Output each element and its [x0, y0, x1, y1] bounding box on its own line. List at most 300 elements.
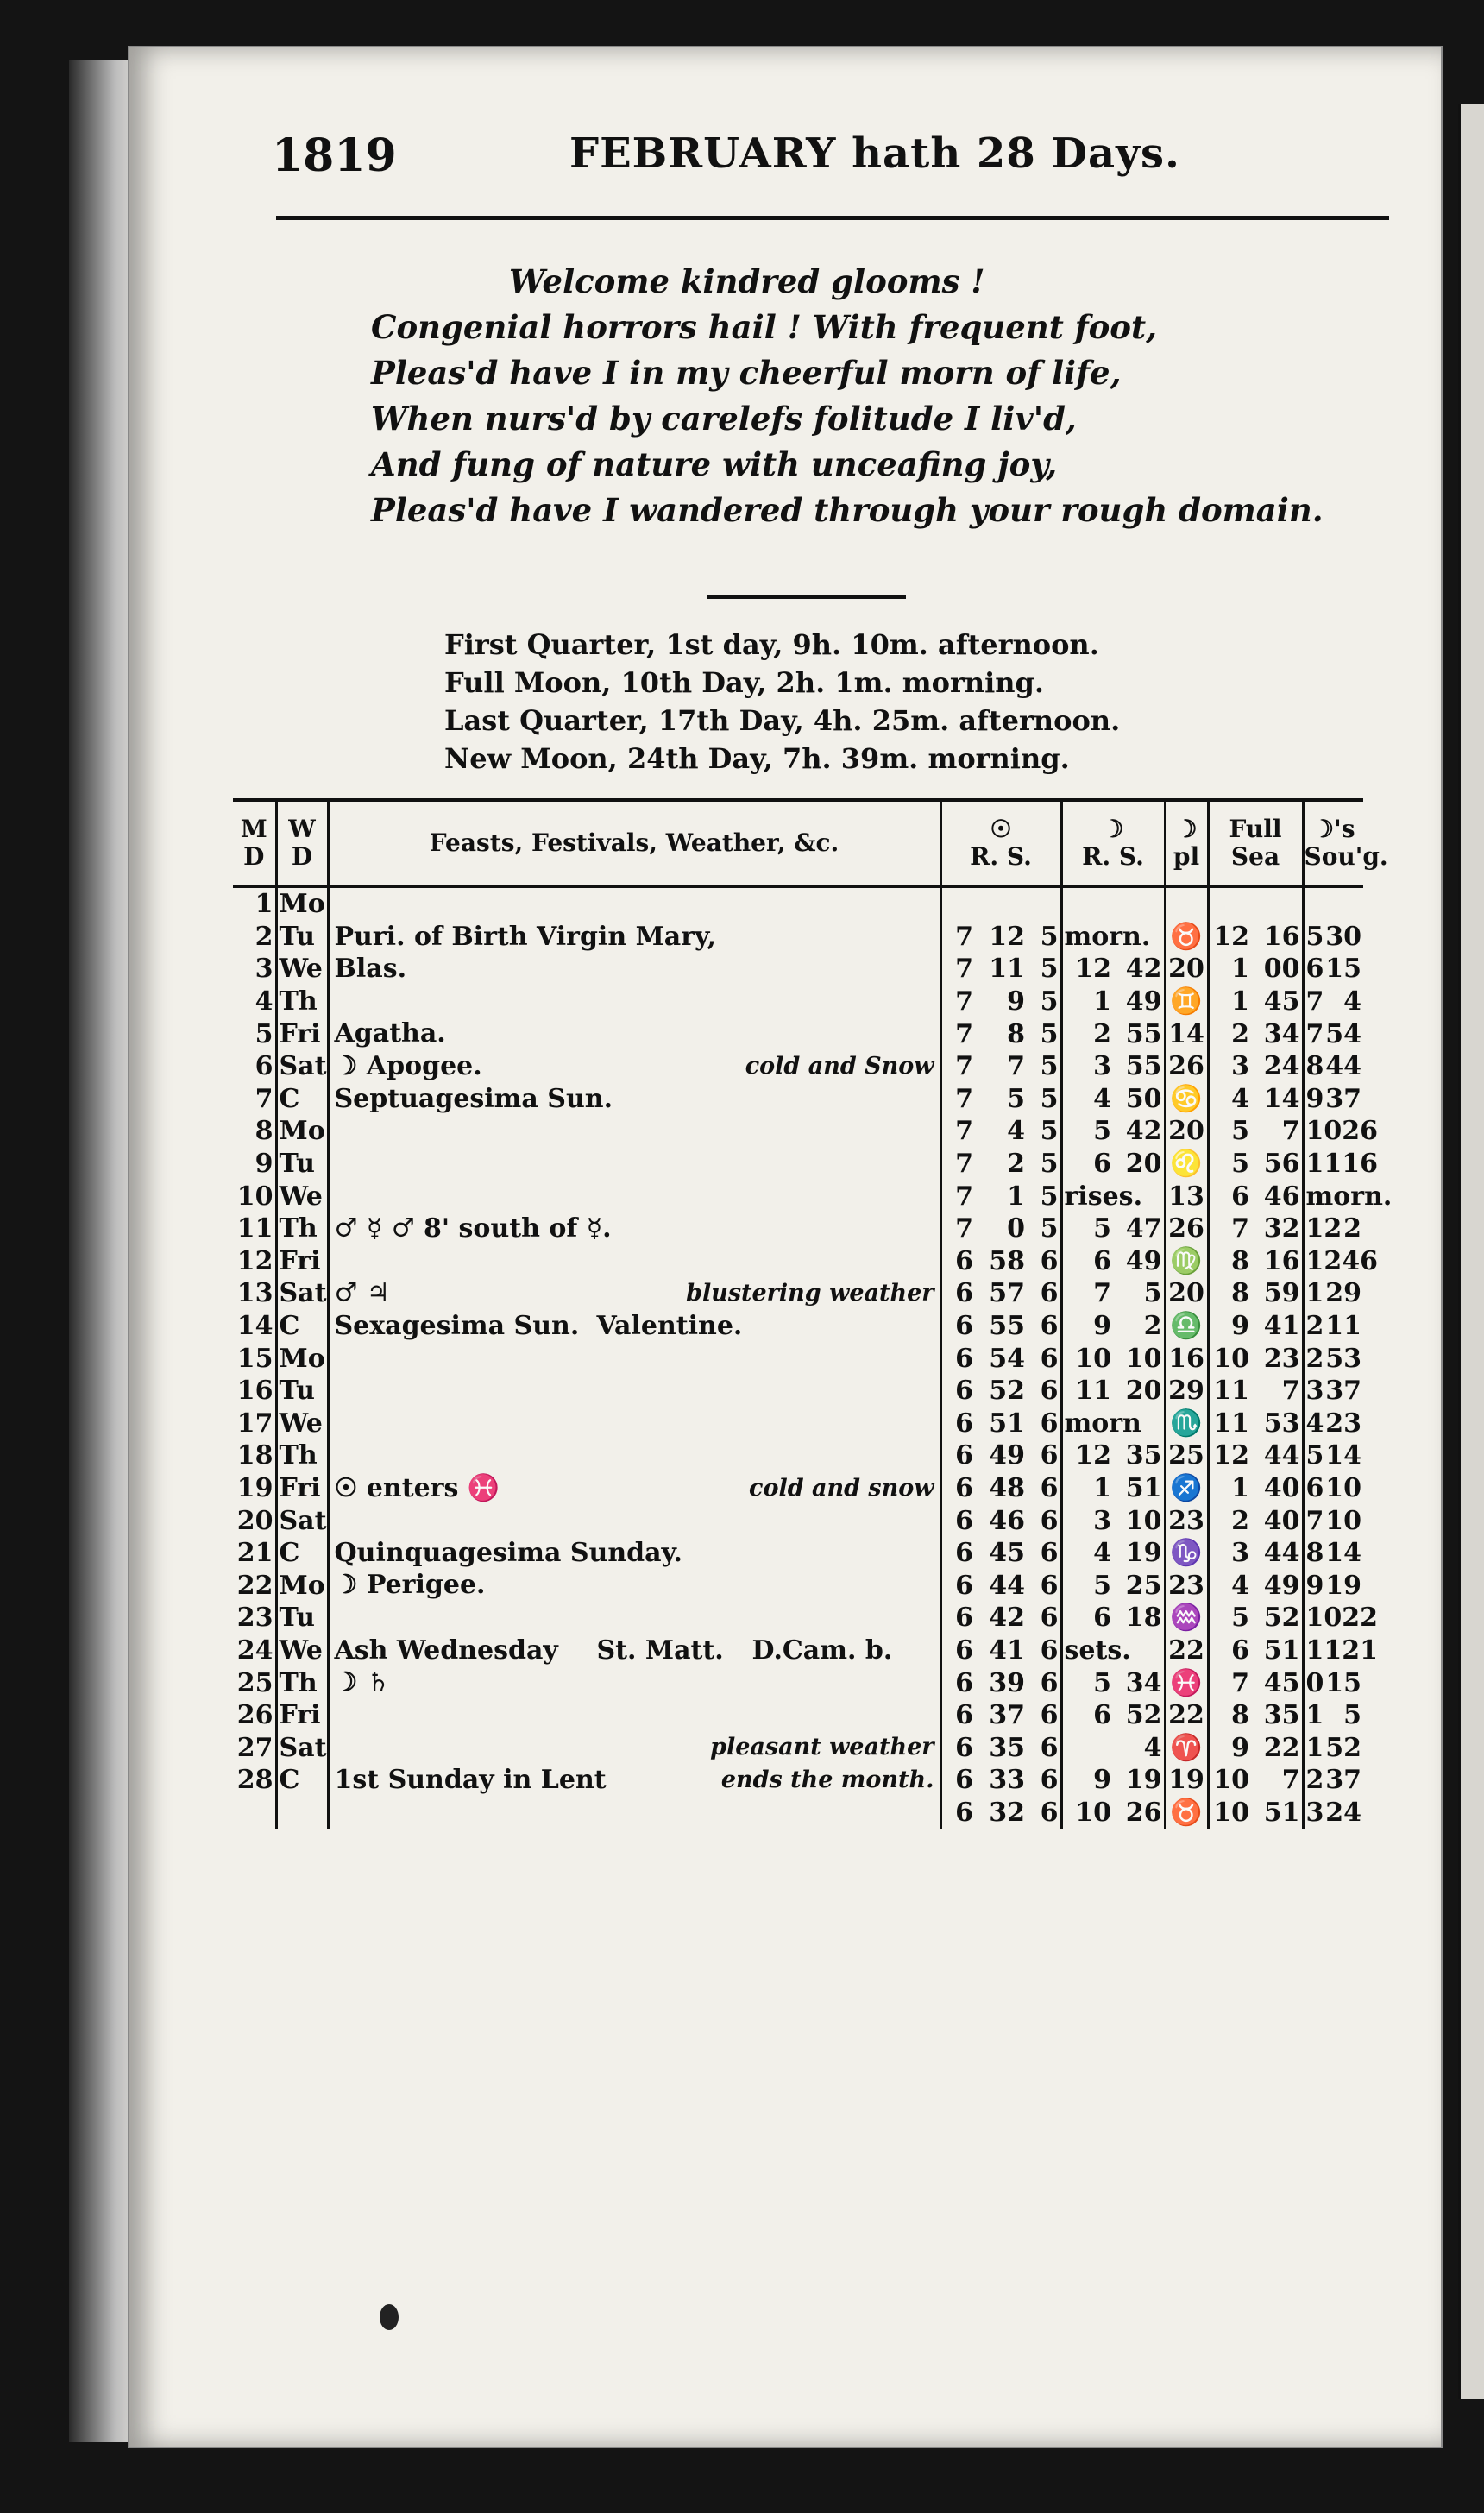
moon-place: 16 — [1165, 1342, 1208, 1375]
moon-southing — [1303, 1699, 1363, 1732]
day-of-week: Sat — [276, 1731, 328, 1764]
sun-set-hour: 5 — [1027, 1115, 1061, 1148]
moon-rs-hour: 6 — [1093, 1245, 1111, 1276]
sun-set-hour: 5 — [1027, 1212, 1061, 1245]
full-sea-min: 16 — [1251, 1245, 1303, 1278]
feast-cell — [328, 1083, 940, 1116]
sun-rise-hour: 7 — [955, 1051, 973, 1082]
day-of-month: 12 — [233, 1245, 276, 1278]
header-moon-pl: ☽ pl — [1165, 800, 1208, 886]
moon-rs-min: 47 — [1113, 1212, 1165, 1245]
weather-note: blustering weather — [686, 1280, 934, 1307]
sun-rise-hour: 6 — [955, 1570, 973, 1601]
full-sea-hour: 6 — [1231, 1181, 1249, 1212]
moon-southing — [1303, 1212, 1363, 1245]
full-sea-hour: 3 — [1231, 1051, 1249, 1082]
day-of-week: Mo — [276, 1342, 328, 1375]
sun-set-hour: 6 — [1027, 1472, 1061, 1505]
day-of-week: We — [276, 953, 328, 986]
full-sea-hour: 12 — [1213, 1440, 1249, 1471]
sun-rise-hour: 6 — [955, 1765, 973, 1796]
sun-rise-min: 8 — [1007, 1018, 1025, 1049]
full-sea-min: 52 — [1251, 1602, 1303, 1634]
feast-cell — [328, 1017, 940, 1050]
moon-rs-hour: morn. — [1064, 921, 1151, 952]
southing-min: 19 — [1325, 1570, 1362, 1601]
moon-southing — [1303, 1731, 1363, 1764]
full-sea-hour: 5 — [1231, 1149, 1249, 1180]
table-row — [233, 1569, 1363, 1602]
day-of-month: 2 — [233, 921, 276, 954]
moon-rs-hour: 10 — [1075, 1797, 1111, 1828]
moon-place: 23 — [1165, 1504, 1208, 1537]
southing-hour: 1 — [1305, 1732, 1324, 1763]
sun-set-hour: 5 — [1027, 986, 1061, 1018]
feast-text: Ash Wednesday — [334, 1634, 558, 1666]
header-full-sea: Full Sea — [1208, 800, 1303, 886]
moon-southing — [1303, 1666, 1363, 1699]
day-of-week: Tu — [276, 1148, 328, 1181]
day-of-week: Fri — [276, 1472, 328, 1505]
feast-text: ☽ ♄ — [334, 1667, 390, 1698]
feast-text: ♂ ♃ — [334, 1278, 390, 1309]
feast-secondary: Valentine. — [596, 1310, 743, 1341]
full-sea-min: 7 — [1251, 1115, 1303, 1148]
southing-min: 15 — [1325, 954, 1362, 985]
sun-rise-min: 0 — [1007, 1213, 1025, 1244]
feast-cell — [328, 1180, 940, 1212]
feast-cell — [328, 953, 940, 986]
full-sea-min: 59 — [1251, 1277, 1303, 1310]
southing-hour: 6 — [1305, 954, 1324, 985]
day-of-week: Tu — [276, 1375, 328, 1408]
sun-set-hour: 6 — [1027, 1666, 1061, 1699]
feast-cell — [328, 1310, 940, 1343]
full-sea-hour: 4 — [1231, 1083, 1249, 1114]
table-row — [233, 886, 1363, 921]
full-sea-min: 45 — [1251, 1666, 1303, 1699]
moon-southing — [1303, 1797, 1363, 1830]
moon-southing — [1303, 1764, 1363, 1797]
moon-rs-hour: 10 — [1075, 1343, 1111, 1374]
feast-text: ☽ Perigee. — [334, 1570, 486, 1601]
moon-phases — [444, 626, 1307, 778]
sun-rise-min: 54 — [989, 1343, 1025, 1374]
moon-rs-hour: 2 — [1093, 1018, 1111, 1049]
southing-hour: 10 — [1305, 1116, 1343, 1147]
sun-rise-min: 49 — [989, 1440, 1025, 1471]
feast-text: 1st Sunday in Lent — [334, 1765, 607, 1796]
southing-min: 11 — [1325, 1311, 1362, 1342]
day-of-month: 5 — [233, 1017, 276, 1050]
southing-hour: 2 — [1305, 1765, 1324, 1796]
day-of-week: Fri — [276, 1017, 328, 1050]
moon-rs-hour: 6 — [1093, 1149, 1111, 1180]
sun-rise-hour: 6 — [955, 1505, 973, 1536]
sun-set-hour: 6 — [1027, 1439, 1061, 1472]
sun-set-hour: 6 — [1027, 1602, 1061, 1634]
moon-rs-hour: 5 — [1093, 1667, 1111, 1698]
southing-min: 22 — [1342, 1603, 1379, 1634]
moon-rs-hour — [1061, 886, 1113, 921]
day-of-week: Sat — [276, 1277, 328, 1310]
moon-rs-hour: 6 — [1093, 1603, 1111, 1634]
table-row — [233, 1310, 1363, 1343]
moon-rs-min: 19 — [1113, 1764, 1165, 1797]
full-sea-min: 40 — [1251, 1504, 1303, 1537]
day-of-week: We — [276, 1180, 328, 1212]
southing-min: 2 — [1343, 1213, 1362, 1244]
sun-rise-min: 12 — [989, 921, 1025, 952]
moon-rs-hour: 11 — [1075, 1376, 1111, 1407]
sun-icon: ☉ — [990, 815, 1012, 843]
moon-place: 19 — [1165, 1764, 1208, 1797]
full-sea-min: 7 — [1251, 1764, 1303, 1797]
sun-rise-hour: 6 — [955, 1440, 973, 1471]
header-sun-s: S. — [1006, 842, 1032, 871]
header-md: M D — [233, 800, 276, 886]
sun-rise-hour: 7 — [955, 1213, 973, 1244]
feast-cell — [328, 986, 940, 1018]
moon-southing — [1303, 1277, 1363, 1310]
southing-min: 53 — [1325, 1343, 1362, 1374]
day-of-month: 3 — [233, 953, 276, 986]
moon-place: 26 — [1165, 1050, 1208, 1083]
sun-rise-hour: 6 — [955, 1667, 973, 1698]
moon-southing — [1303, 1439, 1363, 1472]
moon-rs-min: 42 — [1113, 1115, 1165, 1148]
sun-set-hour: 6 — [1027, 1342, 1061, 1375]
poem-line: Pleas'd have I in my cheerful morn of life, — [371, 354, 1122, 392]
moon-rs-hour: 6 — [1093, 1700, 1111, 1731]
feast-cell — [328, 1439, 940, 1472]
full-sea-hour: 10 — [1213, 1343, 1249, 1374]
full-sea-min: 23 — [1251, 1342, 1303, 1375]
table-row — [233, 1342, 1363, 1375]
feast-cell — [328, 1602, 940, 1634]
southing-hour: 12 — [1305, 1245, 1343, 1276]
moon-rs-hour: 9 — [1093, 1311, 1111, 1342]
sun-rise-hour: 7 — [955, 921, 973, 952]
feast-text: ♂ ☿ ♂ 8' south of ☿. — [334, 1212, 612, 1244]
full-sea-min: 00 — [1251, 953, 1303, 986]
full-sea-hour: 2 — [1231, 1018, 1249, 1049]
southing-min: 10 — [1325, 1505, 1362, 1536]
day-of-month: 16 — [233, 1375, 276, 1408]
full-sea-min: 16 — [1251, 921, 1303, 954]
moon-rs-min: 42 — [1113, 953, 1165, 986]
day-of-month: 23 — [233, 1602, 276, 1634]
sun-rise-min: 7 — [1007, 1051, 1025, 1082]
sun-rise-min: 51 — [989, 1408, 1025, 1439]
southing-min: 15 — [1325, 1667, 1362, 1698]
header-feasts: Feasts, Festivals, Weather, &c. — [328, 800, 940, 886]
full-sea-min: 24 — [1251, 1050, 1303, 1083]
poem — [371, 259, 1324, 533]
moon-place: ♐ — [1165, 1472, 1208, 1505]
moon-southing — [1303, 1569, 1363, 1602]
moon-place: 13 — [1165, 1180, 1208, 1212]
day-of-month: 28 — [233, 1764, 276, 1797]
day-of-month: 21 — [233, 1537, 276, 1570]
full-sea-hour: 4 — [1231, 1570, 1249, 1601]
southing-min: 16 — [1342, 1149, 1379, 1180]
feast-cell — [328, 1537, 940, 1570]
southing-hour: 8 — [1305, 1051, 1324, 1082]
day-of-week: C — [276, 1310, 328, 1343]
table-row — [233, 1504, 1363, 1537]
full-sea-hour: 8 — [1231, 1245, 1249, 1276]
day-of-month: 20 — [233, 1504, 276, 1537]
day-of-month: 4 — [233, 986, 276, 1018]
header-sun — [940, 800, 1061, 886]
day-of-month: 25 — [233, 1666, 276, 1699]
sun-rise-min: 52 — [989, 1376, 1025, 1407]
full-sea-hour: 1 — [1231, 1472, 1249, 1503]
full-sea-min: 22 — [1251, 1731, 1303, 1764]
feast-cell — [328, 1634, 940, 1667]
table-row — [233, 1764, 1363, 1797]
full-sea-min: 51 — [1251, 1634, 1303, 1667]
southing-min: 14 — [1325, 1538, 1362, 1569]
feast-cell — [328, 1212, 940, 1245]
day-of-month: 8 — [233, 1115, 276, 1148]
southing-hour: 4 — [1305, 1408, 1324, 1439]
full-sea-hour — [1208, 886, 1251, 921]
moon-rs-hour: 9 — [1093, 1765, 1111, 1796]
table-row — [233, 1375, 1363, 1408]
moon-rs-min: 20 — [1113, 1375, 1165, 1408]
full-sea-hour: 8 — [1231, 1700, 1249, 1731]
moon-place: 20 — [1165, 1277, 1208, 1310]
sun-rise-hour: 6 — [955, 1700, 973, 1731]
sun-rise-hour: 6 — [955, 1472, 973, 1503]
moon-southing — [1303, 1375, 1363, 1408]
sun-rise-min: 33 — [989, 1765, 1025, 1796]
full-sea-hour: 1 — [1231, 986, 1249, 1017]
sun-rise-min: 58 — [989, 1245, 1025, 1276]
page-title: FEBRUARY hath 28 Days. — [569, 129, 1180, 178]
southing-min: 23 — [1325, 1408, 1362, 1439]
table-row — [233, 1634, 1363, 1667]
southing-min: 46 — [1342, 1245, 1379, 1276]
sun-set-hour: 6 — [1027, 1634, 1061, 1667]
moon-southing — [1303, 1342, 1363, 1375]
moon-place: ♌ — [1165, 1148, 1208, 1181]
moon-rs-min — [1113, 886, 1165, 921]
table-row — [233, 1602, 1363, 1634]
full-sea-min: 49 — [1251, 1569, 1303, 1602]
table-header-row — [233, 800, 1363, 886]
feast-cell — [328, 1472, 940, 1505]
table-row — [233, 986, 1363, 1018]
feast-text: Septuagesima Sun. — [334, 1083, 613, 1114]
moon-rs-min: 34 — [1113, 1666, 1165, 1699]
moon-place: 29 — [1165, 1375, 1208, 1408]
day-of-week: We — [276, 1408, 328, 1440]
full-sea-hour: 8 — [1231, 1278, 1249, 1309]
full-sea-hour: 5 — [1231, 1603, 1249, 1634]
feast-cell — [328, 1504, 940, 1537]
phase-line: First Quarter, 1st day, 9h. 10m. afternoon. — [444, 628, 1099, 661]
feast-text: Blas. — [334, 954, 407, 985]
moon-rs-hour: rises. — [1064, 1181, 1143, 1212]
weather-note: ends the month. — [720, 1767, 934, 1794]
sun-rise-min: 41 — [989, 1634, 1025, 1666]
feast-text: ☽ Apogee. — [334, 1050, 482, 1081]
sun-set-hour: 6 — [1027, 1569, 1061, 1602]
sun-rise-hour: 7 — [955, 954, 973, 985]
day-of-month: 27 — [233, 1731, 276, 1764]
moon-southing — [1303, 1504, 1363, 1537]
full-sea-hour: 3 — [1231, 1538, 1249, 1569]
day-of-week: C — [276, 1083, 328, 1116]
feast-cell — [328, 1797, 940, 1830]
poem-line: Welcome kindred glooms ! — [509, 262, 985, 300]
full-sea-hour: 10 — [1213, 1765, 1249, 1796]
poem-line: And fung of nature with unceafing joy, — [371, 445, 1058, 483]
southing-min: 26 — [1342, 1116, 1379, 1147]
southing-hour: 10 — [1305, 1603, 1343, 1634]
table-row — [233, 1148, 1363, 1181]
sun-rise-hour: 6 — [955, 1311, 973, 1342]
full-sea-min: 51 — [1251, 1797, 1303, 1830]
full-sea-hour: 11 — [1213, 1408, 1249, 1439]
southing-min: 5 — [1343, 1700, 1362, 1731]
southing-hour: 11 — [1305, 1634, 1343, 1666]
full-sea-hour: 9 — [1231, 1311, 1249, 1342]
moon-rs-hour: 1 — [1093, 986, 1111, 1017]
moon-place: ♉ — [1165, 1797, 1208, 1830]
sun-set-hour: 6 — [1027, 1310, 1061, 1343]
moon-place: ♋ — [1165, 1083, 1208, 1116]
sun-set-hour: 6 — [1027, 1797, 1061, 1830]
table-row — [233, 1537, 1363, 1570]
moon-place: ♈ — [1165, 1731, 1208, 1764]
poem-line: When nurs'd by carelefs folitude I liv'd, — [371, 400, 1077, 438]
day-of-month — [233, 1797, 276, 1830]
full-sea-hour: 10 — [1213, 1797, 1249, 1828]
table-row — [233, 1212, 1363, 1245]
feast-text: ☉ enters ♓ — [334, 1472, 500, 1503]
southing-min: 44 — [1325, 1051, 1362, 1082]
header-moon — [1061, 800, 1165, 886]
day-of-month: 26 — [233, 1699, 276, 1732]
feast-cell — [328, 1050, 940, 1083]
moon-southing — [1303, 886, 1363, 921]
moon-rs-min: 19 — [1113, 1537, 1165, 1570]
phase-line: Last Quarter, 17th Day, 4h. 25m. afternoon. — [444, 704, 1121, 737]
sun-rise-hour: 6 — [955, 1732, 973, 1763]
full-sea-min: 32 — [1251, 1212, 1303, 1245]
table-row — [233, 1017, 1363, 1050]
full-sea-min: 14 — [1251, 1083, 1303, 1116]
day-of-week — [276, 1797, 328, 1830]
full-sea-hour: 7 — [1231, 1667, 1249, 1698]
full-sea-min: 44 — [1251, 1537, 1303, 1570]
full-sea-min: 7 — [1251, 1375, 1303, 1408]
feast-text: Agatha. — [334, 1018, 446, 1049]
sun-rise-min: 1 — [1007, 1181, 1025, 1212]
poem-divider — [707, 595, 906, 599]
header-wd: W D — [276, 800, 328, 886]
feast-cell — [328, 1148, 940, 1181]
feast-cell — [328, 921, 940, 954]
header-sun-r: R. — [970, 842, 999, 871]
full-sea-hour: 1 — [1231, 954, 1249, 985]
table-row — [233, 1699, 1363, 1732]
full-sea-min: 44 — [1251, 1439, 1303, 1472]
moon-place: ♒ — [1165, 1602, 1208, 1634]
phase-line: New Moon, 24th Day, 7h. 39m. morning. — [444, 742, 1070, 775]
header-moon-rs: R. S. — [1082, 842, 1144, 871]
moon-rs-min: 10 — [1113, 1504, 1165, 1537]
sun-rise-hour: 6 — [955, 1603, 973, 1634]
moon-rs-hour: 5 — [1093, 1213, 1111, 1244]
southing-min: 21 — [1342, 1634, 1379, 1666]
moon-rs-min: 2 — [1113, 1310, 1165, 1343]
day-of-month: 1 — [233, 886, 276, 921]
day-of-month: 13 — [233, 1277, 276, 1310]
sun-rise-min: 39 — [989, 1667, 1025, 1698]
sun-rise-hour: 7 — [955, 1116, 973, 1147]
full-sea-min: 40 — [1251, 1472, 1303, 1505]
moon-rs-hour: morn — [1064, 1408, 1141, 1439]
day-of-week: C — [276, 1764, 328, 1797]
day-of-month: 7 — [233, 1083, 276, 1116]
sun-set-hour: 6 — [1027, 1764, 1061, 1797]
feast-cell — [328, 1245, 940, 1278]
sun-rise-min: 9 — [1007, 986, 1025, 1017]
moon-icon: ☽ — [1102, 815, 1124, 843]
day-of-month: 14 — [233, 1310, 276, 1343]
day-of-week: Th — [276, 986, 328, 1018]
moon-place — [1165, 886, 1208, 921]
feast-cell — [328, 1764, 940, 1797]
southing-hour: 9 — [1305, 1570, 1324, 1601]
sun-rise-hour: 6 — [955, 1538, 973, 1569]
moon-southing — [1303, 986, 1363, 1018]
almanac-table — [233, 798, 1393, 1829]
southing-hour: 7 — [1305, 1505, 1324, 1536]
weather-note: cold and Snow — [745, 1052, 934, 1080]
sun-rise-min: 2 — [1007, 1149, 1025, 1180]
southing-min: 52 — [1325, 1732, 1362, 1763]
moon-southing — [1303, 1537, 1363, 1570]
moon-rs-min: 51 — [1113, 1472, 1165, 1505]
moon-place: 20 — [1165, 1115, 1208, 1148]
moon-rs-hour: 5 — [1093, 1570, 1111, 1601]
moon-rs-hour: 7 — [1093, 1278, 1111, 1309]
full-sea-hour: 12 — [1213, 921, 1249, 952]
day-of-month: 24 — [233, 1634, 276, 1667]
southing-hour: 3 — [1305, 1797, 1324, 1828]
sun-rise-hour: 6 — [955, 1245, 973, 1276]
day-of-week: Th — [276, 1212, 328, 1245]
moon-place: 14 — [1165, 1017, 1208, 1050]
moon-southing — [1303, 1180, 1393, 1212]
sun-rise-min: 42 — [989, 1603, 1025, 1634]
moon-place: 23 — [1165, 1569, 1208, 1602]
day-of-week: Sat — [276, 1050, 328, 1083]
moon-rs-min: 50 — [1113, 1083, 1165, 1116]
moon-rs-min: 49 — [1113, 986, 1165, 1018]
sun-set-hour: 6 — [1027, 1537, 1061, 1570]
moon-southing — [1303, 1115, 1379, 1148]
southing-min: 37 — [1325, 1765, 1362, 1796]
sun-rise-min: 4 — [1007, 1116, 1025, 1147]
southing-hour: 9 — [1305, 1083, 1324, 1114]
